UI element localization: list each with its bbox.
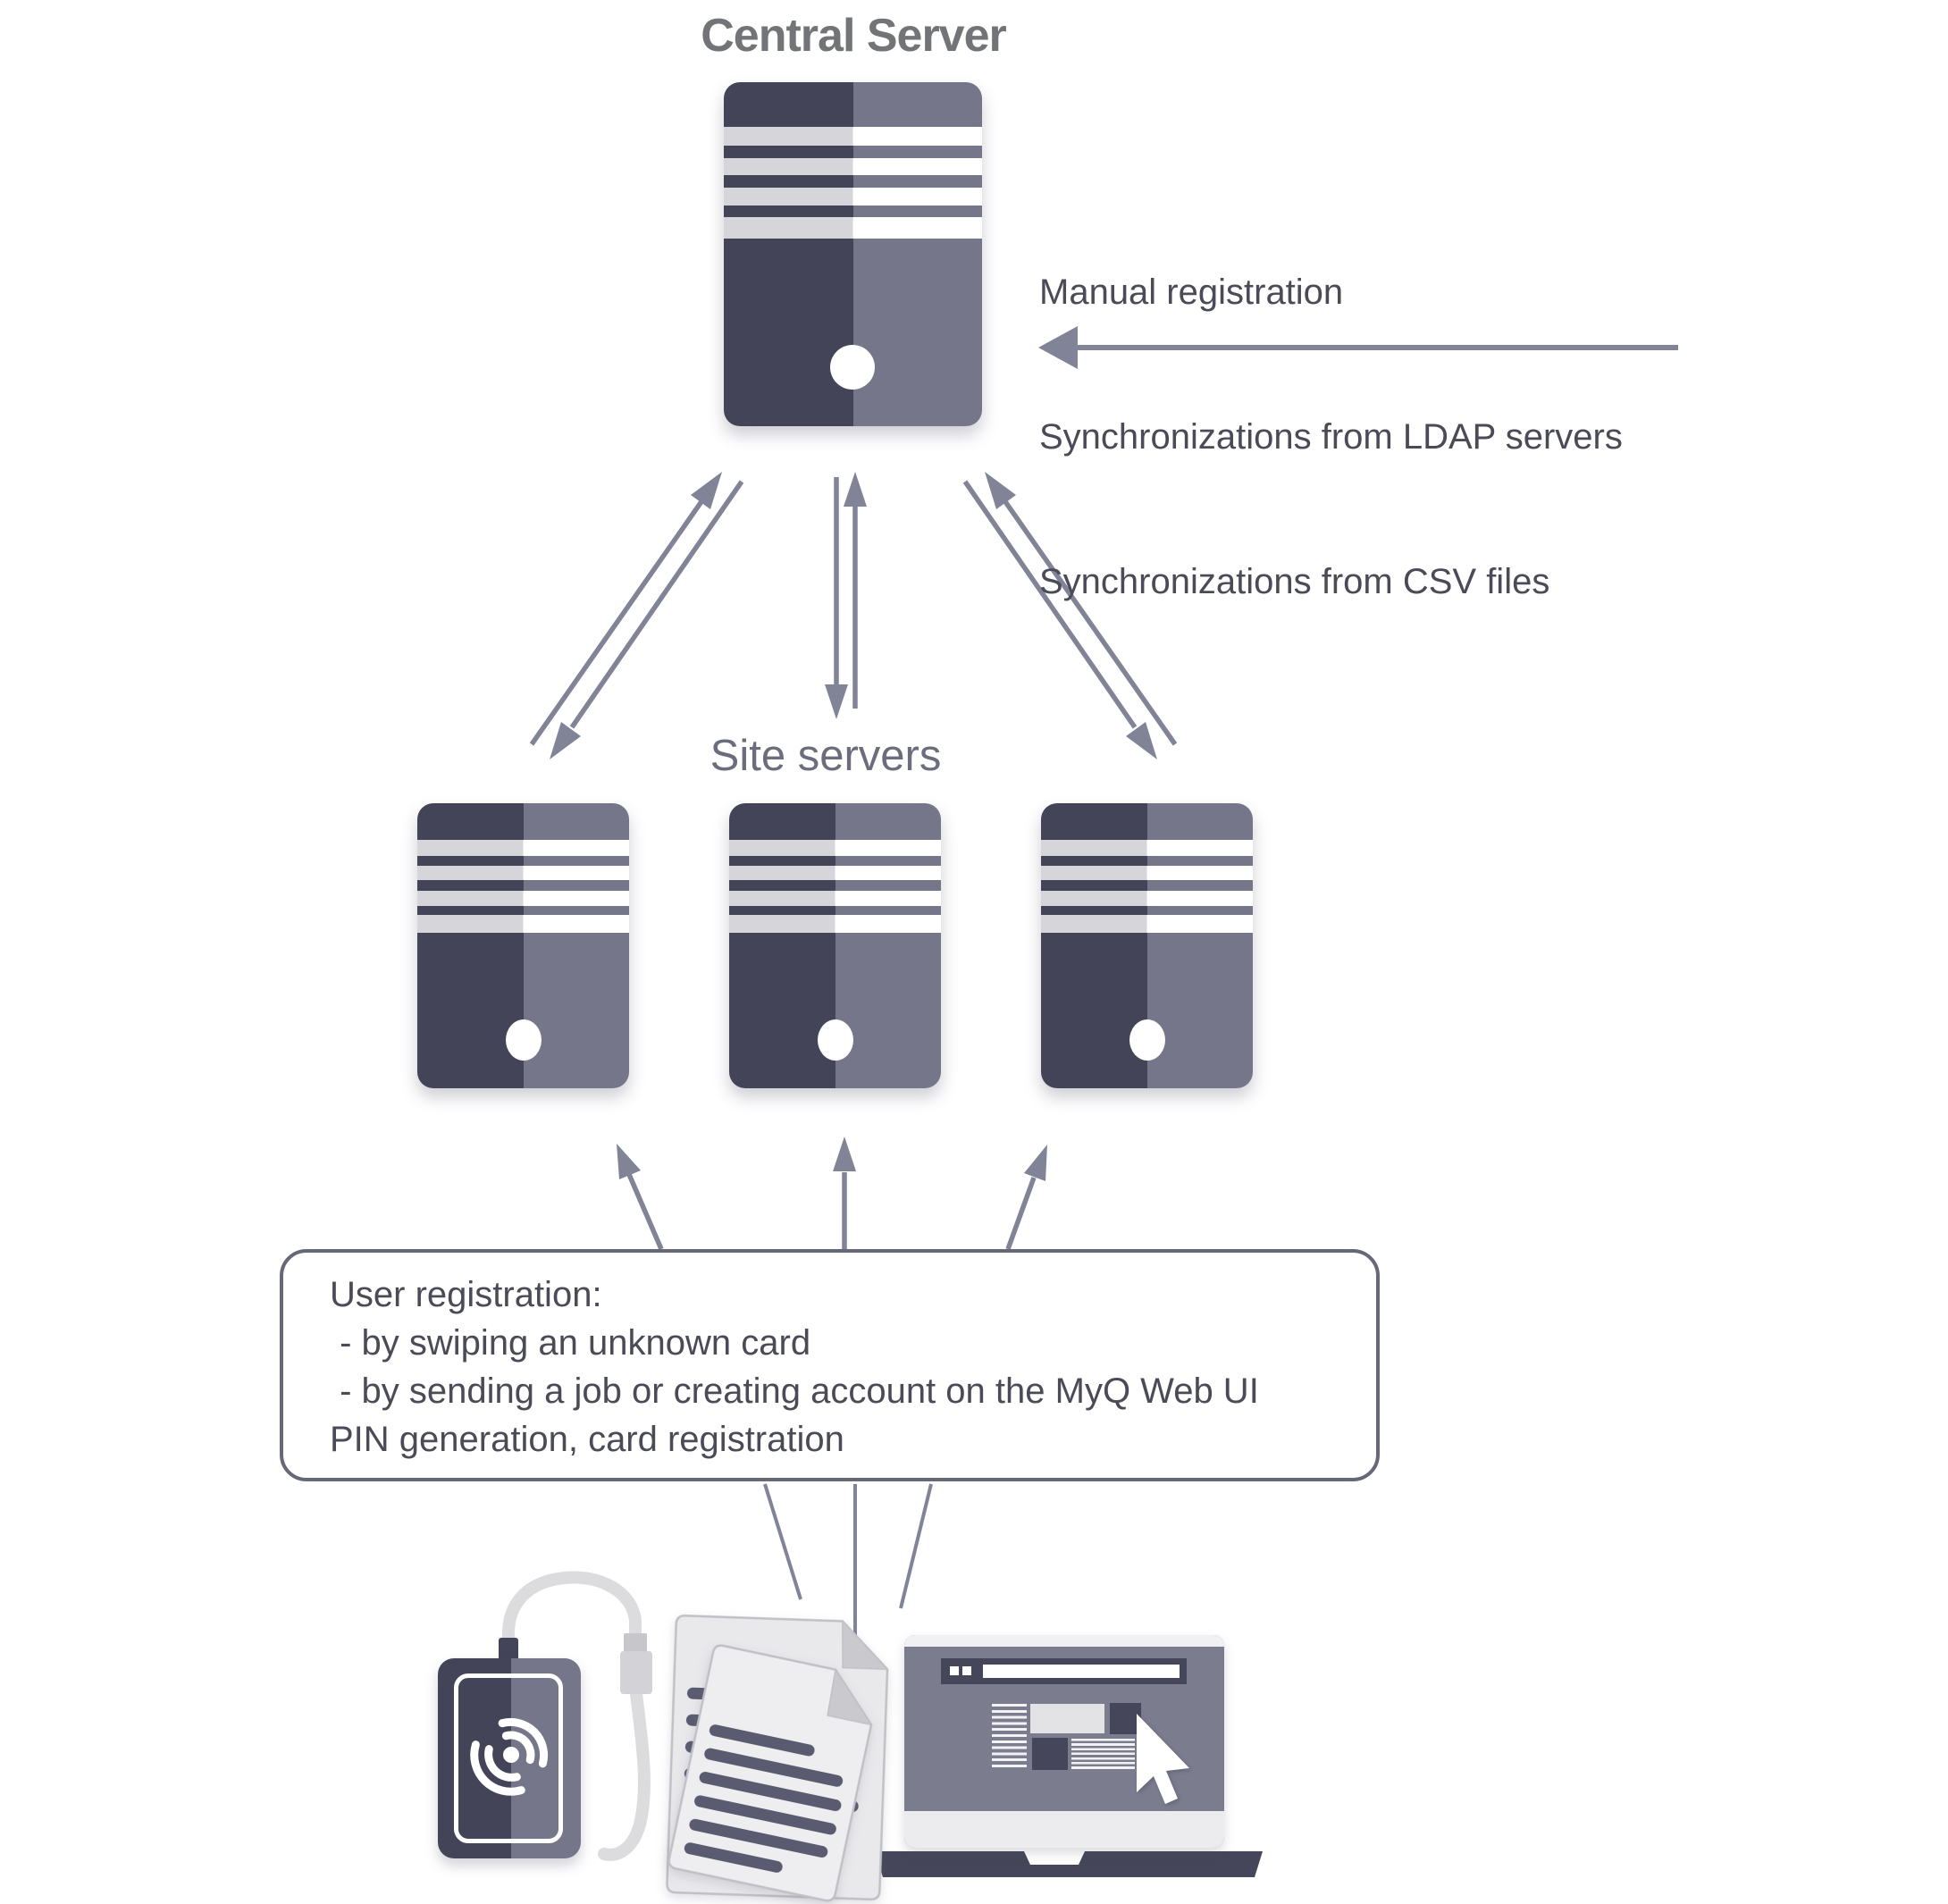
browser-button-icon (962, 1666, 971, 1675)
laptop-top-bezel (904, 1635, 1224, 1647)
laptop-bottom-bezel (904, 1811, 1224, 1848)
power-button-icon (1129, 1019, 1165, 1061)
server-vent-stripe (729, 891, 941, 906)
server-vent-stripe (729, 915, 941, 933)
user-registration-box (280, 1249, 1380, 1481)
server-vent-stripe (1041, 915, 1253, 933)
laptop-icon (904, 1635, 1224, 1848)
webpage-image-block (1030, 1704, 1104, 1733)
power-button-icon (830, 345, 875, 390)
central-server-icon (724, 82, 982, 426)
server-vent-stripe (724, 158, 982, 175)
power-button-icon (506, 1019, 542, 1061)
server-vent-stripe (417, 840, 629, 855)
server-vent-stripe (729, 840, 941, 855)
sync-arrow-left-icon (532, 472, 742, 759)
registration-line: Synchronizations from LDAP servers (1039, 417, 1623, 457)
site-servers-label: Site servers (710, 732, 942, 780)
laptop-base (875, 1851, 1263, 1877)
site-server-icon-1 (417, 803, 629, 1088)
mouse-cursor-icon (1114, 1705, 1213, 1816)
server-vent-stripe (724, 188, 982, 205)
server-vent-stripe (724, 217, 982, 239)
central-server-title: Central Server (701, 10, 1006, 62)
webpage-dark-block (1032, 1738, 1068, 1770)
box-line: User registration: (330, 1275, 602, 1314)
site-server-icon-2 (729, 803, 941, 1088)
sync-arrow-middle-icon (825, 472, 867, 719)
browser-bar (941, 1658, 1187, 1684)
box-line: - by swiping an unknown card (330, 1323, 811, 1363)
webpage-text-lines (992, 1704, 1027, 1770)
server-vent-stripe (1041, 866, 1253, 880)
box-line: PIN generation, card registration (330, 1420, 844, 1459)
site-server-icon-3 (1041, 803, 1253, 1088)
browser-button-icon (950, 1666, 959, 1675)
central-registration-text (1039, 172, 1623, 702)
registration-up-arrows-icon (617, 1137, 1047, 1249)
box-line: - by sending a job or creating account on the MyQ Web UI (330, 1371, 1259, 1411)
server-vent-stripe (417, 866, 629, 880)
address-bar (983, 1665, 1180, 1678)
registration-line: Synchronizations from CSV files (1039, 562, 1550, 601)
server-vent-stripe (1041, 891, 1253, 906)
power-button-icon (818, 1019, 853, 1061)
device-connector-lines (765, 1484, 931, 1644)
registration-line: Manual registration (1039, 273, 1344, 312)
server-vent-stripe (417, 891, 629, 906)
card-reader-icon (438, 1658, 581, 1858)
nfc-icon (438, 1658, 581, 1858)
server-vent-stripe (1041, 840, 1253, 855)
server-vent-stripe (724, 127, 982, 146)
server-vent-stripe (729, 866, 941, 880)
server-vent-stripe (417, 915, 629, 933)
